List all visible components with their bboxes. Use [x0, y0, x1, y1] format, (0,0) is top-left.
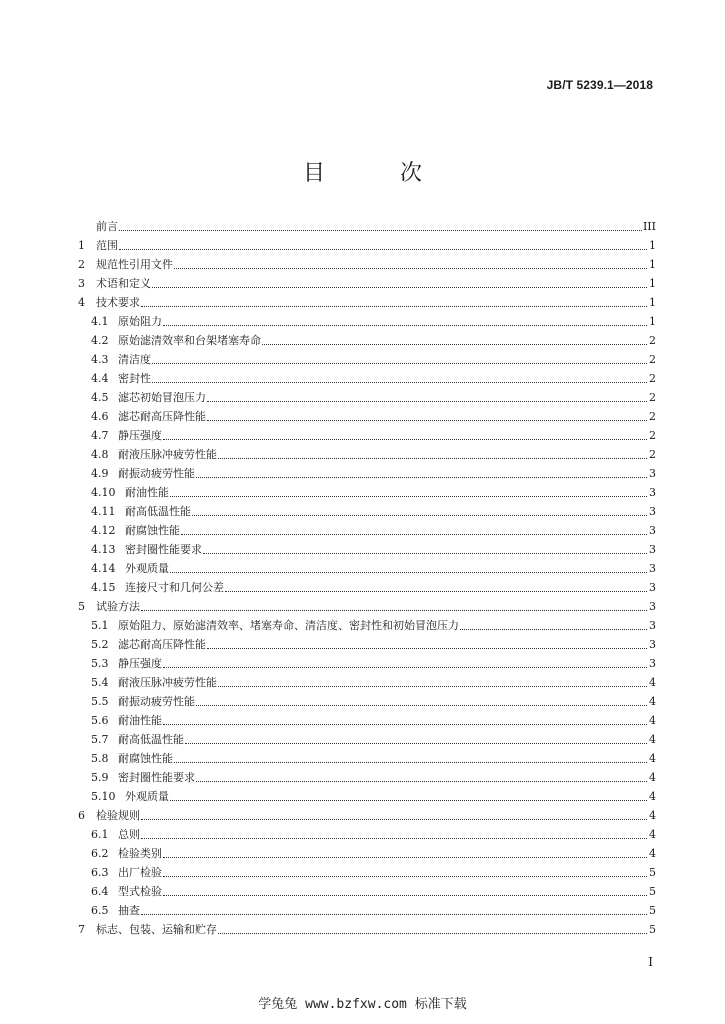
toc-entry-number: 4.13 — [91, 543, 116, 556]
toc-entry-label: 范围 — [96, 239, 118, 252]
toc-entry[interactable] — [78, 690, 656, 709]
toc-entry-page: 4 — [649, 752, 656, 765]
toc-leader-dots — [141, 838, 647, 839]
toc-entry-label: 检验类别 — [118, 847, 162, 860]
toc-entry[interactable] — [78, 329, 656, 348]
toc-entry-page: 1 — [649, 239, 656, 252]
toc-entry[interactable] — [78, 424, 656, 443]
toc-entry-page: 5 — [649, 904, 656, 917]
toc-entry[interactable] — [78, 253, 656, 272]
toc-entry-page: III — [642, 220, 656, 233]
toc-leader-dots — [141, 610, 647, 611]
toc-entry[interactable] — [78, 899, 656, 918]
toc-entry-page: 3 — [649, 505, 656, 518]
toc-entry[interactable] — [78, 842, 656, 861]
toc-entry-number: 5 — [78, 600, 85, 613]
toc-entry-number: 6.2 — [91, 847, 109, 860]
toc-entry-number: 5.4 — [91, 676, 109, 689]
toc-entry-label: 静压强度 — [118, 657, 162, 670]
toc-entry-number: 6.4 — [91, 885, 109, 898]
toc-entry[interactable] — [78, 747, 656, 766]
toc-leader-dots — [119, 249, 647, 250]
toc-entry-label: 耐油性能 — [125, 486, 169, 499]
toc-entry-page: 3 — [649, 600, 656, 613]
toc-leader-dots — [170, 496, 647, 497]
toc-entry-page: 4 — [649, 733, 656, 746]
toc-entry-page: 2 — [649, 334, 656, 347]
toc-entry-number: 5.6 — [91, 714, 109, 727]
toc-entry[interactable] — [78, 367, 656, 386]
toc-entry-number: 4.11 — [91, 505, 116, 518]
footer-watermark-text: 学兔兔 www.bzfxw.com 标准下载 — [258, 997, 467, 1012]
toc-entry[interactable] — [78, 215, 656, 234]
toc-leader-dots — [207, 420, 647, 421]
toc-entry-label: 滤芯初始冒泡压力 — [118, 391, 206, 404]
toc-entry-page: 3 — [649, 619, 656, 632]
toc-entry[interactable] — [78, 861, 656, 880]
toc-entry-number: 3 — [78, 277, 85, 290]
toc-leader-dots — [152, 287, 647, 288]
toc-entry-page: 1 — [649, 258, 656, 271]
toc-leader-dots — [218, 686, 647, 687]
toc-leader-dots — [141, 914, 647, 915]
toc-entry-page: 3 — [649, 562, 656, 575]
toc-entry-number: 5.7 — [91, 733, 109, 746]
toc-leader-dots — [163, 857, 647, 858]
toc-entry[interactable] — [78, 500, 656, 519]
toc-leader-dots — [218, 458, 647, 459]
toc-entry-page: 3 — [649, 543, 656, 556]
toc-entry[interactable] — [78, 595, 656, 614]
toc-leader-dots — [192, 515, 647, 516]
toc-entry-page: 1 — [649, 277, 656, 290]
toc-entry-label: 术语和定义 — [96, 277, 151, 290]
toc-entry[interactable] — [78, 652, 656, 671]
toc-leader-dots — [207, 401, 647, 402]
toc-entry[interactable] — [78, 804, 656, 823]
toc-entry-label: 耐高低温性能 — [118, 733, 184, 746]
toc-entry-page: 4 — [649, 676, 656, 689]
toc-entry[interactable] — [78, 671, 656, 690]
table-of-contents — [78, 215, 656, 937]
toc-leader-dots — [170, 572, 647, 573]
toc-leader-dots — [196, 477, 647, 478]
toc-entry-label: 出厂检验 — [118, 866, 162, 879]
toc-entry-number: 5.3 — [91, 657, 109, 670]
toc-entry-number: 2 — [78, 258, 85, 271]
toc-entry-label: 原始阻力、原始滤清效率、堵塞寿命、清洁度、密封性和初始冒泡压力 — [118, 619, 459, 632]
toc-entry-label: 清洁度 — [118, 353, 151, 366]
toc-leader-dots — [185, 743, 647, 744]
toc-entry[interactable] — [78, 557, 656, 576]
toc-entry-page: 3 — [649, 657, 656, 670]
toc-leader-dots — [152, 363, 647, 364]
toc-leader-dots — [196, 781, 647, 782]
toc-leader-dots — [163, 325, 647, 326]
toc-entry[interactable] — [78, 348, 656, 367]
toc-entry-number: 4.4 — [91, 372, 109, 385]
toc-entry-page: 3 — [649, 467, 656, 480]
toc-entry[interactable] — [78, 918, 656, 937]
toc-leader-dots — [141, 306, 647, 307]
toc-entry-label: 耐油性能 — [118, 714, 162, 727]
toc-entry-number: 4.7 — [91, 429, 109, 442]
toc-entry-number: 4.3 — [91, 353, 109, 366]
toc-entry[interactable] — [78, 709, 656, 728]
toc-entry-page: 3 — [649, 486, 656, 499]
toc-entry-page: 2 — [649, 448, 656, 461]
toc-entry-page: 2 — [649, 353, 656, 366]
toc-entry-number: 6 — [78, 809, 85, 822]
toc-entry-number: 4.15 — [91, 581, 116, 594]
toc-entry-label: 连接尺寸和几何公差 — [125, 581, 224, 594]
toc-entry[interactable] — [78, 386, 656, 405]
toc-leader-dots — [262, 344, 647, 345]
toc-entry-label: 耐腐蚀性能 — [125, 524, 180, 537]
toc-entry[interactable] — [78, 443, 656, 462]
toc-entry-number: 1 — [78, 239, 85, 252]
toc-entry-number: 4.6 — [91, 410, 109, 423]
toc-entry-label: 静压强度 — [118, 429, 162, 442]
toc-entry-label: 原始阻力 — [118, 315, 162, 328]
toc-entry-number: 4.9 — [91, 467, 109, 480]
toc-entry-number: 4.10 — [91, 486, 116, 499]
toc-entry-page: 4 — [649, 695, 656, 708]
toc-entry-page: 3 — [649, 638, 656, 651]
toc-entry-label: 规范性引用文件 — [96, 258, 173, 271]
toc-entry[interactable] — [78, 538, 656, 557]
toc-entry-number: 5.2 — [91, 638, 109, 651]
toc-entry-number: 5.1 — [91, 619, 109, 632]
toc-entry-page: 1 — [649, 315, 656, 328]
toc-entry-label: 耐振动疲劳性能 — [118, 467, 195, 480]
standard-code: JB/T 5239.1—2018 — [546, 78, 653, 92]
toc-entry-label: 外观质量 — [125, 790, 169, 803]
toc-entry-page: 2 — [649, 391, 656, 404]
toc-entry-number: 4.1 — [91, 315, 109, 328]
toc-entry-page: 4 — [649, 714, 656, 727]
toc-entry[interactable] — [78, 766, 656, 785]
toc-entry-number: 5.10 — [91, 790, 116, 803]
toc-entry[interactable] — [78, 576, 656, 595]
toc-leader-dots — [218, 933, 647, 934]
toc-entry[interactable] — [78, 633, 656, 652]
toc-entry-page: 5 — [649, 923, 656, 936]
toc-entry[interactable] — [78, 234, 656, 253]
toc-entry-number: 4.8 — [91, 448, 109, 461]
toc-entry-number: 5.8 — [91, 752, 109, 765]
toc-entry-number: 5.9 — [91, 771, 109, 784]
toc-leader-dots — [460, 629, 647, 630]
toc-leader-dots — [163, 667, 647, 668]
toc-leader-dots — [174, 268, 647, 269]
toc-leader-dots — [163, 876, 647, 877]
toc-entry-label: 耐液压脉冲疲劳性能 — [118, 448, 217, 461]
toc-entry[interactable] — [78, 880, 656, 899]
toc-entry-page: 2 — [649, 410, 656, 423]
toc-entry-label: 耐高低温性能 — [125, 505, 191, 518]
toc-entry-page: 4 — [649, 847, 656, 860]
toc-entry-label: 滤芯耐高压降性能 — [118, 410, 206, 423]
toc-entry-label: 耐液压脉冲疲劳性能 — [118, 676, 217, 689]
toc-leader-dots — [181, 534, 647, 535]
toc-entry[interactable] — [78, 405, 656, 424]
toc-entry-label: 密封圈性能要求 — [118, 771, 195, 784]
toc-entry-page: 5 — [649, 885, 656, 898]
toc-leader-dots — [152, 382, 647, 383]
toc-leader-dots — [163, 439, 647, 440]
toc-entry[interactable] — [78, 728, 656, 747]
toc-entry[interactable] — [78, 519, 656, 538]
toc-entry-page: 4 — [649, 809, 656, 822]
page-title: 目 次 — [303, 161, 456, 186]
toc-entry-label: 抽查 — [118, 904, 140, 917]
toc-leader-dots — [141, 819, 647, 820]
toc-leader-dots — [174, 762, 647, 763]
toc-leader-dots — [163, 895, 647, 896]
toc-entry[interactable] — [78, 823, 656, 842]
toc-entry[interactable] — [78, 614, 656, 633]
toc-entry-page: 4 — [649, 790, 656, 803]
toc-entry[interactable] — [78, 785, 656, 804]
toc-entry-label: 标志、包装、运输和贮存 — [96, 923, 217, 936]
toc-entry-label: 前言 — [96, 220, 118, 233]
toc-entry-page: 4 — [649, 828, 656, 841]
toc-entry-number: 5.5 — [91, 695, 109, 708]
page-number: I — [648, 955, 653, 969]
toc-entry-number: 6.5 — [91, 904, 109, 917]
toc-entry-page: 4 — [649, 771, 656, 784]
toc-entry[interactable] — [78, 291, 656, 310]
toc-entry-label: 密封性 — [118, 372, 151, 385]
toc-leader-dots — [170, 800, 647, 801]
toc-entry-page: 5 — [649, 866, 656, 879]
toc-entry-number: 4.5 — [91, 391, 109, 404]
toc-leader-dots — [163, 724, 647, 725]
toc-entry-label: 技术要求 — [96, 296, 140, 309]
toc-entry-number: 4.2 — [91, 334, 109, 347]
toc-entry-label: 总则 — [118, 828, 140, 841]
toc-entry-label: 型式检验 — [118, 885, 162, 898]
toc-entry-label: 外观质量 — [125, 562, 169, 575]
toc-entry[interactable] — [78, 462, 656, 481]
toc-entry-number: 4.14 — [91, 562, 116, 575]
toc-leader-dots — [203, 553, 647, 554]
toc-entry-page: 2 — [649, 429, 656, 442]
toc-leader-dots — [119, 230, 642, 231]
toc-entry-label: 试验方法 — [96, 600, 140, 613]
toc-entry-page: 3 — [649, 524, 656, 537]
toc-entry-page: 2 — [649, 372, 656, 385]
toc-entry-page: 1 — [649, 296, 656, 309]
toc-entry-label: 原始滤清效率和台架堵塞寿命 — [118, 334, 261, 347]
toc-entry[interactable] — [78, 310, 656, 329]
toc-entry-label: 检验规则 — [96, 809, 140, 822]
toc-entry-label: 密封圈性能要求 — [125, 543, 202, 556]
toc-entry-page: 3 — [649, 581, 656, 594]
toc-entry-number: 7 — [78, 923, 85, 936]
toc-entry-number: 4.12 — [91, 524, 116, 537]
toc-entry-number: 6.1 — [91, 828, 109, 841]
toc-entry-number: 4 — [78, 296, 85, 309]
toc-entry-number: 6.3 — [91, 866, 109, 879]
toc-entry[interactable] — [78, 272, 656, 291]
toc-leader-dots — [207, 648, 647, 649]
toc-entry-label: 耐振动疲劳性能 — [118, 695, 195, 708]
toc-leader-dots — [196, 705, 647, 706]
toc-leader-dots — [225, 591, 647, 592]
toc-entry[interactable] — [78, 481, 656, 500]
toc-entry-label: 耐腐蚀性能 — [118, 752, 173, 765]
toc-entry-label: 滤芯耐高压降性能 — [118, 638, 206, 651]
